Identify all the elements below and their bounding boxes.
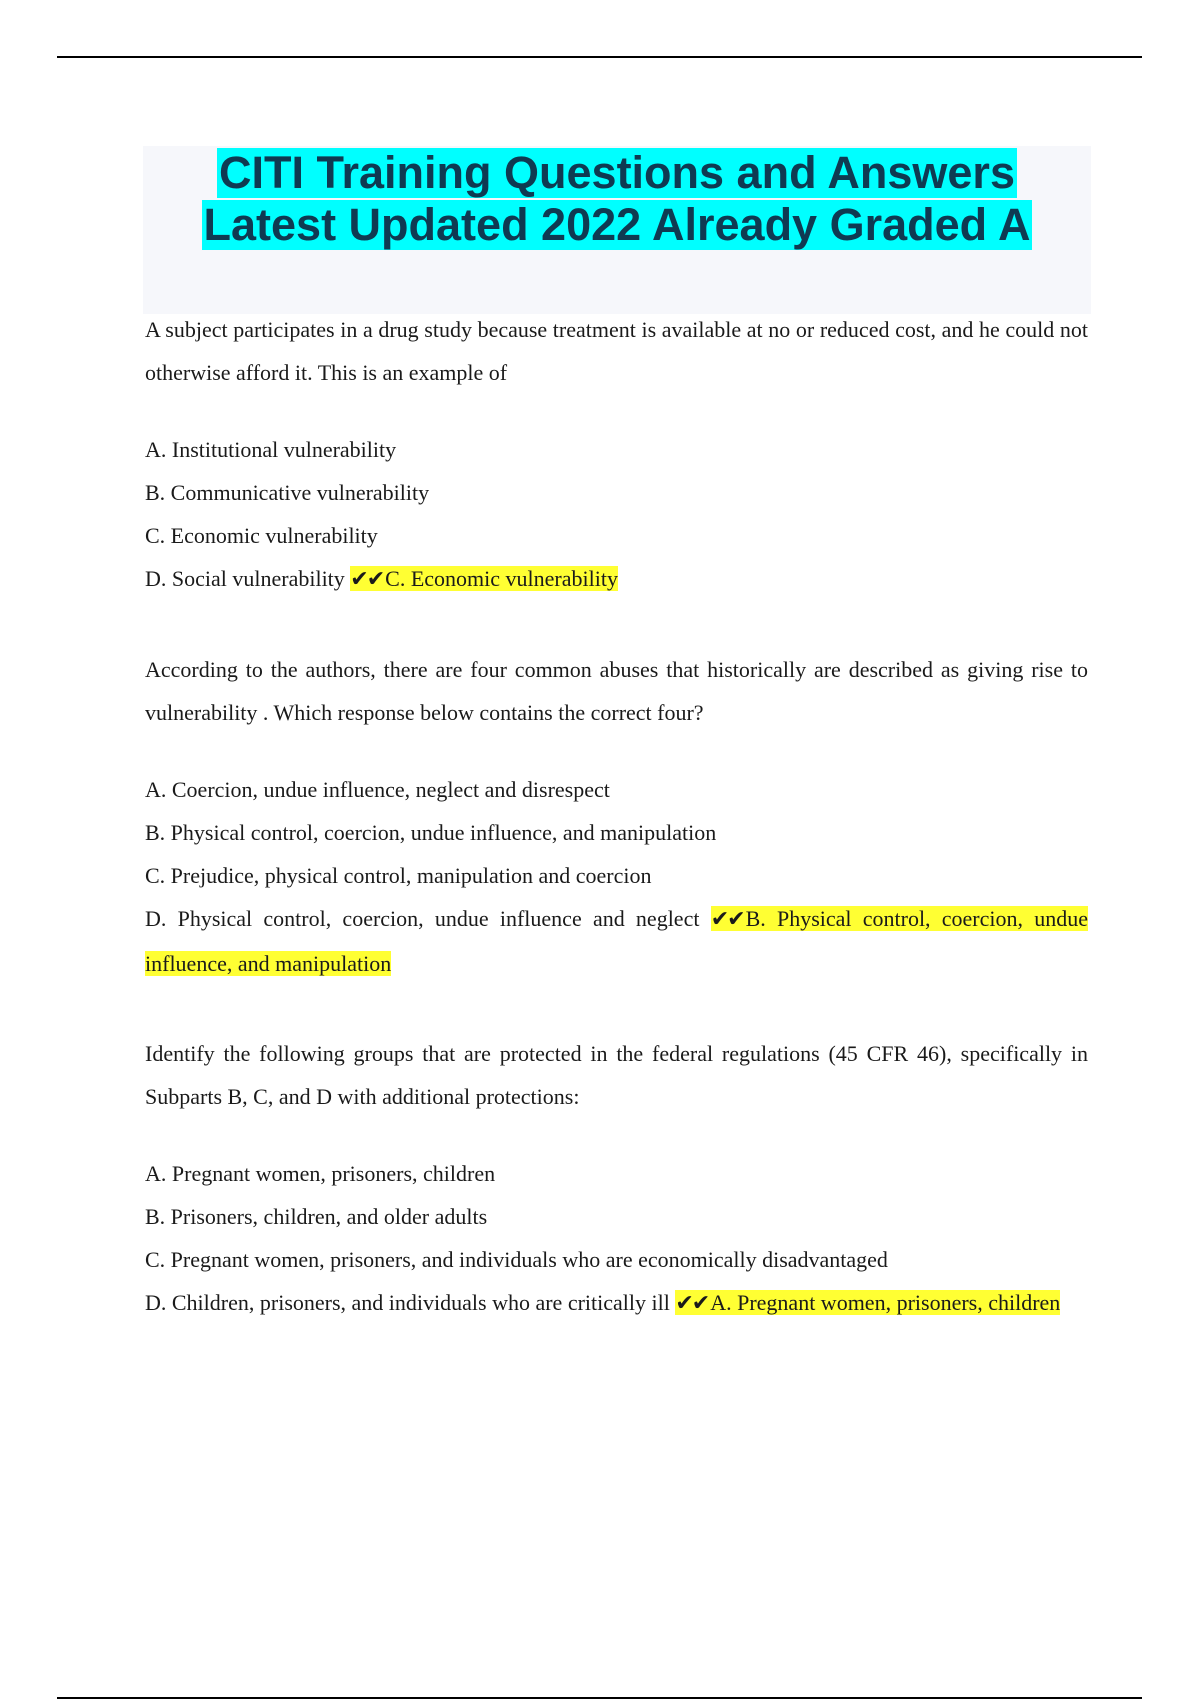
option-item: C. Pregnant women, prisoners, and individuals who are economically disadvantaged bbox=[145, 1247, 888, 1272]
question-prompt: Identify the following groups that are protected in the federal regulations (45 CFR 46), specifically in Subparts B, C, and D with additional protections: bbox=[145, 1041, 1088, 1109]
option-item: C. Prejudice, physical control, manipulation and coercion bbox=[145, 863, 652, 888]
double-check-icon: ✔✔ bbox=[710, 907, 744, 932]
question-prompt: A subject participates in a drug study because treatment is available at no or reduced cost, and he could not otherwise afford it. This is an example of bbox=[145, 317, 1088, 385]
option-item: A. Coercion, undue influence, neglect and disrespect bbox=[145, 777, 610, 802]
question-prompt: According to the authors, there are four common abuses that historically are described as giving rise to vulnerability . Which response below contains the correct four? bbox=[145, 657, 1088, 725]
answer-highlight bbox=[675, 1290, 1060, 1315]
option-list bbox=[145, 428, 1088, 602]
title-line-1: CITI Training Questions and Answers bbox=[219, 147, 1015, 198]
question-list bbox=[145, 308, 1088, 1326]
option-item: B. Prisoners, children, and older adults bbox=[145, 1204, 488, 1229]
option-item-with-answer bbox=[145, 897, 1088, 986]
answer-text: A. Pregnant women, prisoners, children bbox=[710, 1290, 1061, 1315]
document-title bbox=[143, 146, 1091, 314]
title-line-2: Latest Updated 2022 Already Graded A bbox=[203, 199, 1031, 250]
answer-text: C. Economic vulnerability bbox=[385, 566, 618, 591]
page-top-rule bbox=[57, 56, 1142, 58]
option-list bbox=[145, 1152, 1088, 1326]
answer-highlight bbox=[350, 566, 618, 591]
answer-text: B. Physical control, coercion, undue influence, and manipulation bbox=[145, 906, 1088, 976]
option-item-with-answer bbox=[145, 1281, 1088, 1326]
question-block-1 bbox=[145, 308, 1088, 602]
option-item: A. Institutional vulnerability bbox=[145, 437, 397, 462]
option-text: D. Children, prisoners, and individuals who are critically ill bbox=[145, 1290, 670, 1315]
page-bottom-rule bbox=[57, 1697, 1142, 1699]
option-item-with-answer bbox=[145, 557, 1088, 602]
option-list bbox=[145, 768, 1088, 986]
option-item: C. Economic vulnerability bbox=[145, 523, 378, 548]
option-text: D. Physical control, coercion, undue influence and neglect bbox=[145, 906, 700, 931]
double-check-icon: ✔✔ bbox=[350, 567, 384, 592]
question-block-3 bbox=[145, 1032, 1088, 1326]
question-block-2 bbox=[145, 648, 1088, 986]
option-text: D. Social vulnerability bbox=[145, 566, 345, 591]
double-check-icon: ✔✔ bbox=[675, 1291, 709, 1316]
option-item: B. Physical control, coercion, undue influence, and manipulation bbox=[145, 820, 717, 845]
option-item: B. Communicative vulnerability bbox=[145, 480, 430, 505]
option-item: A. Pregnant women, prisoners, children bbox=[145, 1161, 496, 1186]
